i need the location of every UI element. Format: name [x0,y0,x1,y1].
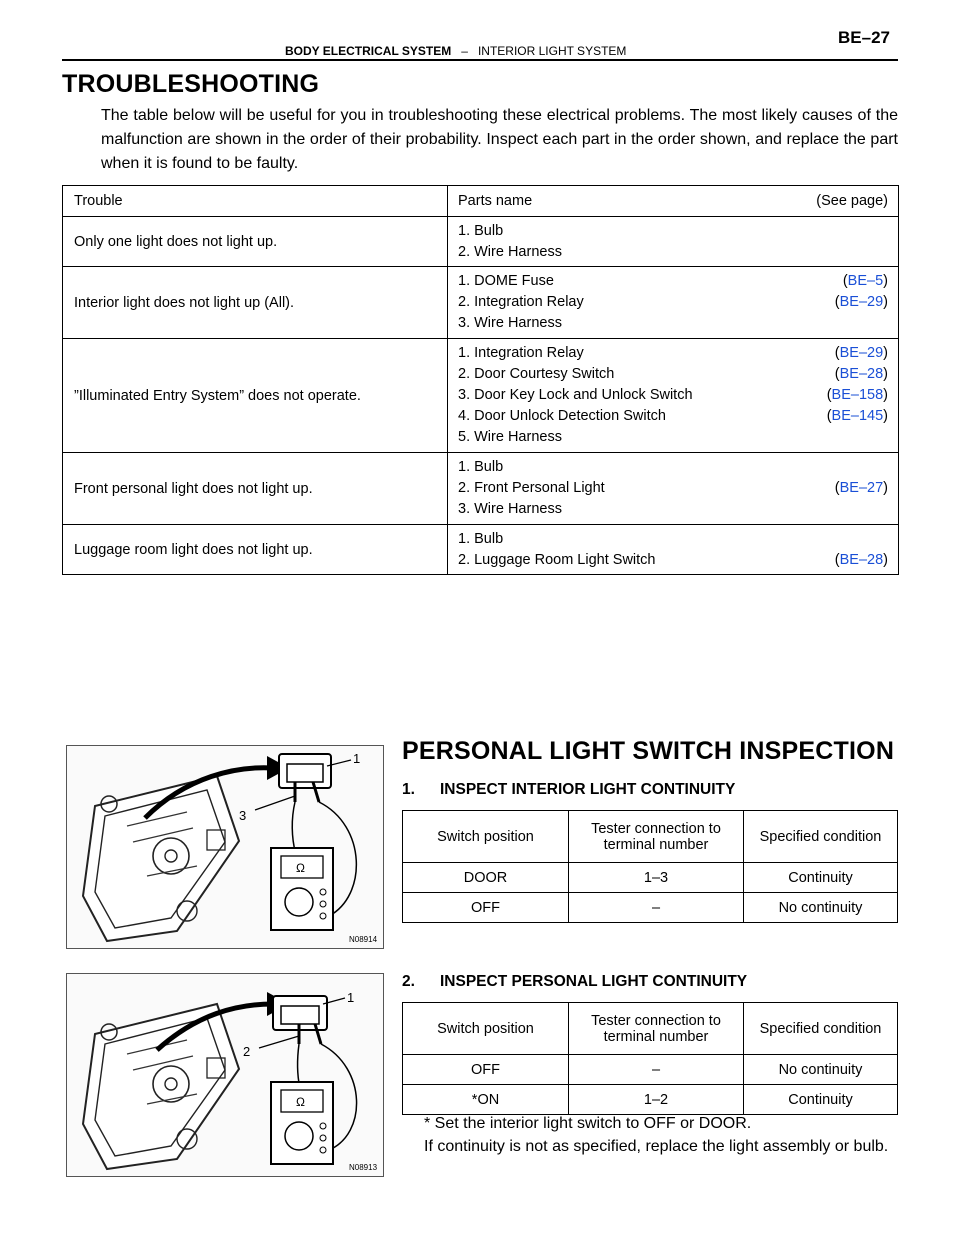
table-row [63,453,899,525]
svg-text:Ω: Ω [296,861,305,875]
header-specified-condition: Specified condition [744,811,898,863]
table-row [63,525,899,575]
header-subsection: INTERIOR LIGHT SYSTEM [477,44,627,58]
part-line [458,364,888,385]
part-line [458,427,888,448]
part-line [458,529,888,550]
trouble-cell: Interior light does not light up (All). [63,267,448,339]
table-row [403,1085,898,1115]
page-link[interactable]: BE–158 [831,387,884,403]
page-ref: (BE–158) [826,387,888,403]
cell-switch-position: DOOR [403,863,569,893]
part-name: 1. DOME Fuse [458,273,554,289]
header-rule [62,59,898,61]
personal-continuity-table [402,1002,898,1115]
table-row [403,1055,898,1085]
header-separator: – [461,44,468,58]
page-link[interactable]: BE–28 [839,366,884,382]
part-name: 2. Wire Harness [458,243,562,260]
part-line [458,313,888,334]
trouble-cell: Luggage room light does not light up. [63,525,448,575]
troubleshooting-intro: The table below will be useful for you in troubleshooting these electrical problems. The most likely causes of the malfunction are shown in the order of their probability. Inspect each part in the order shown, and replace the part when it is found to be faulty. [101,107,898,172]
step2-heading [402,973,747,991]
figure-code: N08913 [349,1163,378,1172]
part-line [458,271,888,292]
part-line [458,406,888,427]
col-page-header: (See page) [816,192,888,209]
page-link[interactable]: BE–28 [839,551,884,568]
running-header [285,44,626,58]
inspection-title: PERSONAL LIGHT SWITCH INSPECTION [402,737,895,765]
part-line [458,385,888,406]
parts-cell [448,267,899,339]
header-tester-connection: Tester connection to terminal number [569,1003,744,1055]
header-switch-position: Switch position [403,1003,569,1055]
step1-title: INSPECT INTERIOR LIGHT CONTINUITY [440,781,736,798]
parts-cell [448,453,899,525]
part-name: 1. Bulb [458,222,504,239]
part-name: 2. Front Personal Light [458,480,605,496]
page-ref: (BE–145) [826,408,888,424]
callout-1: 1 [353,751,361,766]
part-name: 1. Bulb [458,530,504,547]
page-ref: (BE–5) [842,273,888,289]
part-name: 2. Door Courtesy Switch [458,366,615,382]
part-name: 2. Luggage Room Light Switch [458,551,656,568]
part-line [458,478,888,499]
part-name: 3. Wire Harness [458,501,562,517]
cell-terminal: – [569,893,744,923]
callout-3: 3 [239,808,247,823]
col-trouble-header: Trouble [63,186,448,217]
col-parts-header: Parts name [458,192,533,209]
table-row [63,267,899,339]
note-switch-setting: * Set the interior light switch to OFF or DOOR. [424,1115,752,1132]
part-line [458,221,888,242]
part-name: 3. Wire Harness [458,315,562,331]
table-row [403,863,898,893]
troubleshooting-title: TROUBLESHOOTING [62,70,320,98]
table-row [63,217,899,267]
page-ref: (BE–27) [834,480,888,496]
cell-condition: Continuity [744,1085,898,1115]
cell-terminal: 1–2 [569,1085,744,1115]
step1-heading [402,781,735,799]
page-link[interactable]: BE–29 [839,294,884,310]
part-line [458,499,888,520]
table-header-row [63,186,899,217]
callout-2: 2 [243,1044,251,1059]
part-line [458,242,888,263]
header-section: BODY ELECTRICAL SYSTEM [285,44,452,58]
step2-number: 2. [402,973,415,990]
header-specified-condition: Specified condition [744,1003,898,1055]
cell-condition: No continuity [744,893,898,923]
cell-switch-position: OFF [403,893,569,923]
part-name: 1. Integration Relay [458,345,584,361]
page-link[interactable]: BE–5 [847,273,884,289]
page-ref: (BE–28) [834,551,888,568]
step1-number: 1. [402,781,415,798]
page-ref: (BE–28) [834,366,888,382]
page-ref: (BE–29) [834,345,888,361]
cell-condition: Continuity [744,863,898,893]
table-header-row [403,811,898,863]
figure-personal-light-test [66,973,384,1177]
page-link[interactable]: BE–27 [839,480,884,496]
header-tester-connection: Tester connection to terminal number [569,811,744,863]
parts-cell [448,525,899,575]
callout-1: 1 [347,990,355,1005]
step2-title: INSPECT PERSONAL LIGHT CONTINUITY [440,973,748,990]
trouble-cell: Front personal light does not light up. [63,453,448,525]
parts-cell [448,339,899,453]
part-name: 1. Bulb [458,459,504,475]
note-replace: If continuity is not as specified, replace the light assembly or bulb. [424,1138,889,1155]
part-name: 4. Door Unlock Detection Switch [458,408,666,424]
cell-switch-position: *ON [403,1085,569,1115]
interior-continuity-table [402,810,898,923]
part-name: 5. Wire Harness [458,429,562,445]
table-header-row [403,1003,898,1055]
page-link[interactable]: BE–145 [831,408,884,424]
cell-condition: No continuity [744,1055,898,1085]
figure-interior-light-test [66,745,384,949]
cell-terminal: 1–3 [569,863,744,893]
trouble-cell: Only one light does not light up. [63,217,448,267]
part-line [458,550,888,571]
cell-terminal: – [569,1055,744,1085]
personal-light-diagram [67,974,383,1176]
page-ref: (BE–29) [834,294,888,310]
parts-cell [448,217,899,267]
page-link[interactable]: BE–29 [839,345,884,361]
table-row [403,893,898,923]
table-row [63,339,899,453]
page-number: BE–27 [838,28,890,47]
header-switch-position: Switch position [403,811,569,863]
troubleshooting-table [62,185,899,575]
part-name: 3. Door Key Lock and Unlock Switch [458,387,693,403]
part-line [458,457,888,478]
trouble-cell: ”Illuminated Entry System” does not operate. [63,339,448,453]
part-line [458,292,888,313]
part-line [458,343,888,364]
interior-light-diagram [67,746,383,948]
cell-switch-position: OFF [403,1055,569,1085]
svg-text:Ω: Ω [296,1095,305,1109]
part-name: 2. Integration Relay [458,294,584,310]
figure-code: N08914 [349,935,378,944]
